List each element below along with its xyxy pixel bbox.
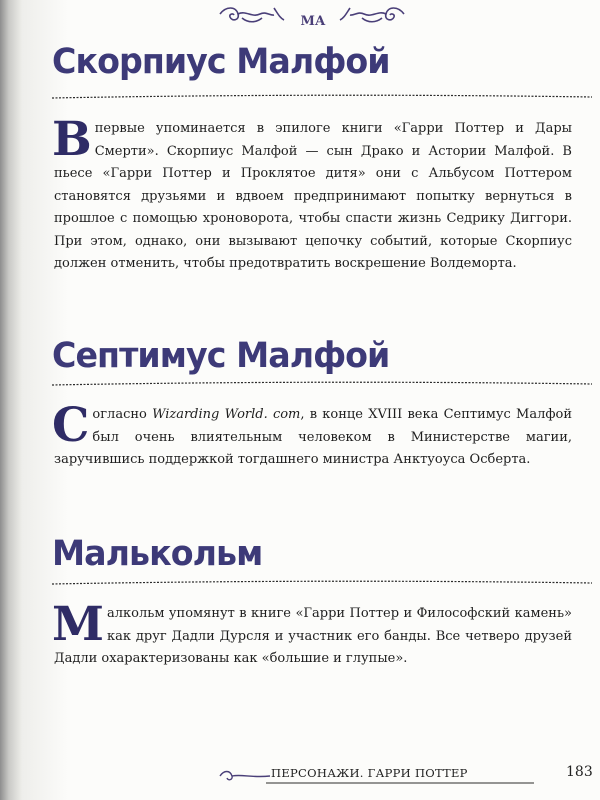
drop-cap: В	[52, 112, 92, 167]
section-title-septimus: Септимус Малфой	[52, 336, 390, 376]
footer-flourish-icon	[216, 764, 276, 786]
header-ornament	[22, 0, 600, 30]
body-text: , в конце XVIII века Септимус Малфой был очень влиятельным человеком в Министерстве магии, заручившись поддержкой тогдашнего министра Анктуоуса Осберта.	[54, 407, 572, 467]
section-title-scorpius: Скорпиус Малфой	[52, 42, 390, 82]
section-divider	[52, 381, 592, 389]
section-letters: МА	[300, 14, 326, 29]
body-text: огласно	[92, 407, 153, 422]
book-spine-shadow	[0, 0, 22, 800]
section-divider	[52, 580, 592, 588]
section-divider	[52, 94, 592, 102]
body-text: алкольм упомянут в книге «Гарри Поттер и Философский камень» как друг Дадли Дурсля и участник его банды. Все четверо друзей Дадли охарактеризованы как «большие и глупые».	[54, 606, 572, 666]
drop-cap: М	[52, 597, 105, 652]
drop-cap: С	[52, 398, 90, 453]
body-text: первые упоминается в эпилоге книги «Гарри Поттер и Дары Смерти». Скорпиус Малфой — сын Драко и Астории Малфой. В пьесе «Гарри Поттер и Проклятое дитя» они с Альбусом Поттером становятся друзьями и вдвоем предпринимают попытку вернуться в прошлое с помощью хроноворота, чтобы спасти жизнь Седрику Диггори. При этом, однако, они вызывают цепочку событий, которые Скорпиус должен отменить, чтобы предотвратить воскрешение Волдеморта.	[54, 121, 572, 271]
section-title-malcolm: Малькольм	[52, 534, 263, 574]
page-number: 183	[566, 764, 593, 780]
section-body-septimus	[52, 398, 572, 472]
section-body-scorpius	[52, 112, 572, 276]
section-body-malcolm	[52, 597, 572, 671]
body-text-italic: Wizarding World. com	[152, 407, 301, 422]
running-footer	[216, 764, 546, 786]
book-page	[22, 0, 600, 800]
running-title: ПЕРСОНАЖИ. ГАРРИ ПОТТЕР	[271, 766, 468, 780]
